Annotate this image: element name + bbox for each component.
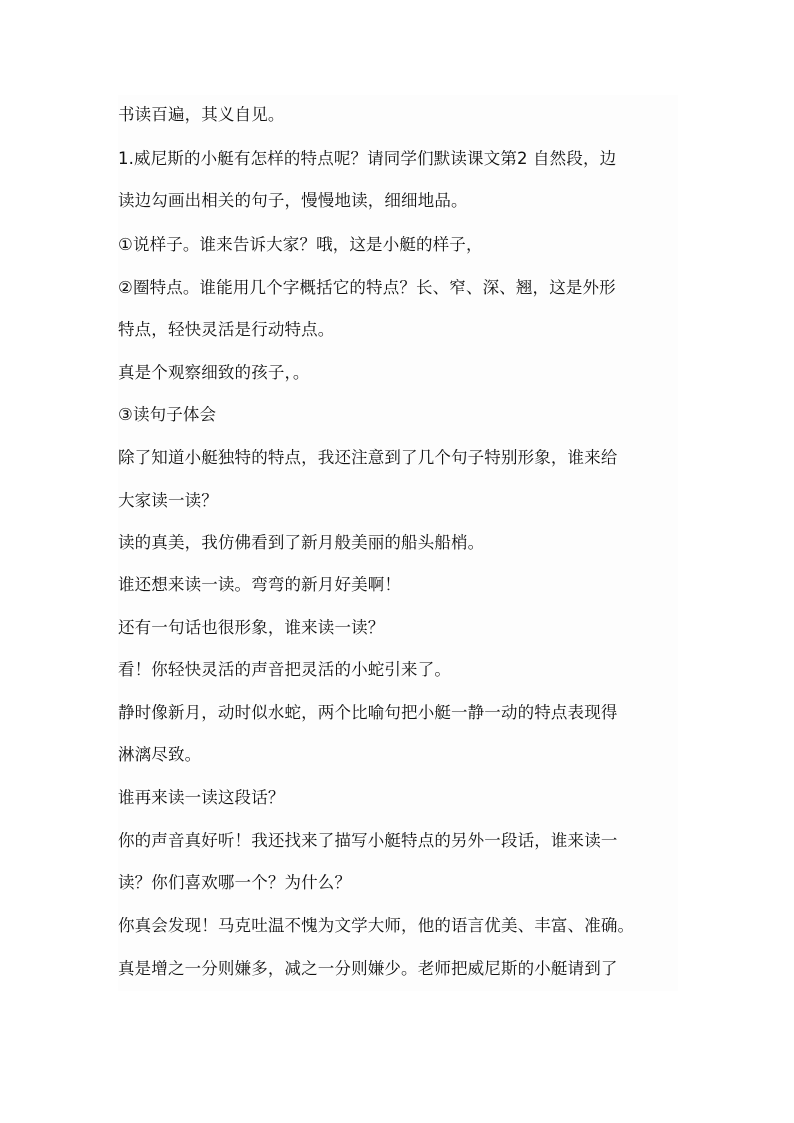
text-line-13: 还有一句话也很形象，谁来读一读？ (118, 618, 385, 637)
text-line-17: 谁再来读一读这段话？ (118, 788, 285, 807)
text-line-16: 淋漓尽致。 (118, 745, 202, 764)
text-line-19: 读？你们喜欢哪一个？为什么？ (118, 873, 352, 892)
text-line-2: 1.威尼斯的小艇有怎样的特点呢？请同学们默读课文第2 自然段，边 (118, 149, 617, 168)
text-line-21: 真是增之一分则嫌多，减之一分则嫌少。老师把威尼斯的小艇请到了 (118, 959, 618, 978)
text-line-7: 真是个观察细致的孩子，。 (118, 363, 310, 382)
text-line-4: ①说样子。谁来告诉大家？哦，这是小艇的样子， (118, 235, 483, 254)
text-line-14: 看！你轻快灵活的声音把灵活的小蛇引来了。 (118, 660, 451, 679)
text-line-8: ③读句子体会 (118, 405, 217, 424)
document-text-block (118, 95, 678, 991)
text-line-12: 谁还想来读一读。弯弯的新月好美啊！ (118, 575, 402, 594)
text-line-10: 大家读一读？ (118, 491, 218, 510)
text-line-3: 读边勾画出相关的句子，慢慢地读，细细地品。 (118, 191, 468, 210)
text-line-20: 你真会发现！马克吐温不愧为文学大师，他的语言优美、丰富、准确。 (118, 916, 635, 935)
text-line-11: 读的真美，我仿佛看到了新月般美丽的船头船梢。 (118, 533, 485, 552)
text-line-9: 除了知道小艇独特的特点，我还注意到了几个句子特别形象，谁来给 (118, 448, 618, 467)
text-line-18: 你的声音真好听！我还找来了描写小艇特点的另外一段话，谁来读一 (118, 831, 618, 850)
text-line-1: 书读百遍，其义自见。 (118, 105, 285, 124)
text-line-15: 静时像新月，动时似水蛇，两个比喻句把小艇一静一动的特点表现得 (118, 703, 618, 722)
text-line-6: 特点，轻快灵活是行动特点。 (118, 320, 335, 339)
text-line-5: ②圈特点。谁能用几个字概括它的特点？长、窄、深、翘，这是外形 (118, 278, 616, 297)
